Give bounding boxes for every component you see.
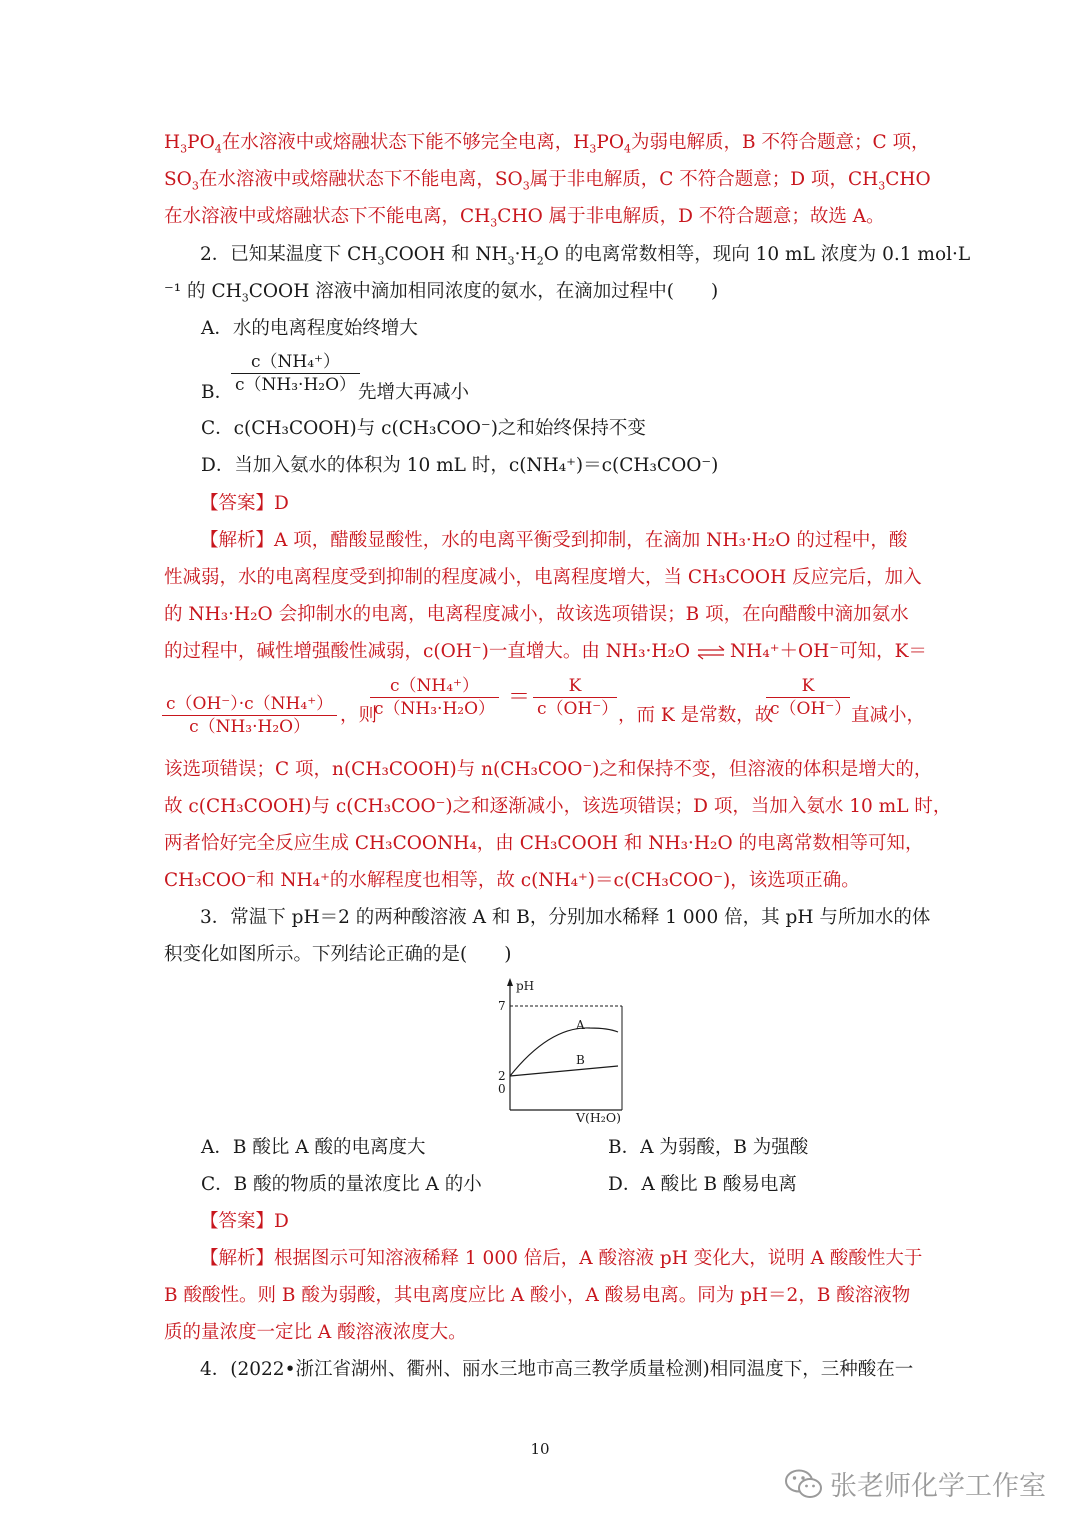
q2-explanation-line-6: 该选项错误；C 项，n(CH₃COOH)与 n(CH₃COO⁻)之和保持不变，但溶液的体积是增大的， xyxy=(164,759,933,780)
fraction-denominator: c（NH₃·H₂O） xyxy=(374,699,496,719)
q2-explanation-line-7: 故 c(CH₃COOH)与 c(CH₃COO⁻)之和逐渐减小，该选项错误；D 项，当加入氨水 10 mL 时， xyxy=(164,796,952,817)
y-tick-2: 2 xyxy=(498,1069,506,1083)
y-axis-arrow-icon xyxy=(507,978,513,986)
q3-option-c: C．B 酸的物质的量浓度比 A 的小 xyxy=(201,1174,482,1195)
y-tick-0: 0 xyxy=(498,1082,506,1096)
ratio-fraction xyxy=(370,676,499,719)
curve-a xyxy=(510,1028,618,1076)
q2-stem-line-2: ⁻¹ 的 $CH_3COOH$ 溶液中滴加相同浓度的氨水，在滴加过程中( ) xyxy=(164,281,719,305)
prev-explanation-line-2: $SO_3$在水溶液中或熔融状态下不能电离，$SO_3$属于非电解质，C 不符合题意；D 项，$CH_3CHO$ xyxy=(164,169,931,193)
watermark-text: 张老师化学工作室 xyxy=(830,1471,1046,1502)
fraction-numerator: K xyxy=(766,676,850,698)
k-over-oh-fraction-2 xyxy=(766,676,850,719)
fraction-numerator: c（NH₄⁺） xyxy=(370,676,499,698)
q2-explanation-line-9: CH₃COO⁻和 NH₄⁺的水解程度也相等，故 c(NH₄⁺)＝c(CH₃COO⁻)，该选项正确。 xyxy=(164,870,860,891)
watermark xyxy=(784,1464,1046,1503)
q2-answer: 【答案】D xyxy=(200,493,289,514)
q2-explanation-line-8: 两者恰好完全反应生成 CH₃COONH₄，由 CH₃COOH 和 NH₃·H₂O 的电离常数相等可知， xyxy=(164,833,924,854)
page-number: 10 xyxy=(530,1440,550,1458)
q3-explanation-line-2: B 酸酸性。则 B 酸为弱酸，其电离度应比 A 酸小，A 酸易电离。同为 pH＝2，B 酸溶液物 xyxy=(164,1285,911,1306)
q3-stem-line-1: 3．常温下 pH＝2 的两种酸溶液 A 和 B，分别加水稀释 1 000 倍，其 pH 与所加水的体 xyxy=(200,907,931,928)
q2-option-b-prefix: B． xyxy=(201,382,234,403)
k-over-oh-fraction xyxy=(533,676,617,719)
q3-explanation-line-3: 质的量浓度一定比 A 酸溶液浓度大。 xyxy=(164,1322,467,1343)
q3-answer: 【答案】D xyxy=(200,1211,289,1232)
q3-option-d: D．A 酸比 B 酸易电离 xyxy=(608,1174,797,1195)
prev-explanation-line-1: $H_3PO_4$在水溶液中或熔融状态下能不够完全电离，$H_3PO_4$为弱电解质，B 不符合题意；C 项， xyxy=(164,132,930,156)
fraction-connector-2: ，而 K 是常数，故 xyxy=(618,705,774,726)
q3-option-b: B．A 为弱酸，B 为强酸 xyxy=(608,1137,809,1158)
q2-explanation-line-4a: 的过程中，碱性增强酸性减弱，c(OH⁻)一直增大。由 NH₃·H₂O xyxy=(164,641,691,662)
q2-stem-line-1: 2．已知某温度下 $CH_3COOH$ 和 $NH_3\cdot H_2O$ 的电离常数相等，现向 10 mL 浓度为 0.1 mol·L xyxy=(200,244,971,268)
fraction-numerator: K xyxy=(533,676,617,698)
wechat-icon xyxy=(784,1467,824,1501)
y-tick-7: 7 xyxy=(498,999,506,1013)
equals-sign: ＝ xyxy=(508,685,531,710)
equilibrium-arrow-icon xyxy=(696,644,726,662)
k-expression-fraction xyxy=(162,694,337,737)
curve-b xyxy=(510,1066,618,1076)
q3-explanation-line-1: 【解析】根据图示可知溶液稀释 1 000 倍后，A 酸溶液 pH 变化大，说明 A 酸酸性大于 xyxy=(200,1248,923,1269)
q2-option-b-suffix: 先增大再减小 xyxy=(358,382,470,403)
ph-dilution-graph xyxy=(490,976,630,1124)
q2-option-a: A．水的电离程度始终增大 xyxy=(201,318,418,339)
fraction-denominator: c（OH⁻） xyxy=(537,699,619,719)
fraction-numerator: c（NH₄⁺） xyxy=(231,352,360,374)
curve-a-label: A xyxy=(576,1018,585,1032)
fraction-connector-3: 直减小， xyxy=(851,705,926,726)
q4-stem-line-1: 4．(2022•浙江省湖州、衢州、丽水三地市高三教学质量检测)相同温度下，三种酸在一 xyxy=(200,1359,914,1380)
q2-option-d: D．当加入氨水的体积为 10 mL 时，c(NH₄⁺)＝c(CH₃COO⁻) xyxy=(201,455,719,476)
fraction-numerator: c（OH⁻）·c（NH₄⁺） xyxy=(162,694,337,716)
q2-option-c: C．c(CH₃COOH)与 c(CH₃COO⁻)之和始终保持不变 xyxy=(201,418,646,439)
q3-stem-line-2: 积变化如图所示。下列结论正确的是( ) xyxy=(164,944,512,965)
fraction-denominator: c（OH⁻） xyxy=(770,699,852,719)
fraction-denominator: c（NH₃·H₂O） xyxy=(189,717,311,737)
y-axis-label: pH xyxy=(516,979,535,993)
prev-explanation-line-3: 在水溶液中或熔融状态下不能电离，$CH_3CHO$ 属于非电解质，D 不符合题意；故选 A。 xyxy=(164,206,885,230)
q2-option-b-fraction xyxy=(231,352,360,395)
q2-explanation-line-2: 性减弱，水的电离程度受到抑制的程度减小，电离程度增大，当 CH₃COOH 反应完后，加入 xyxy=(164,567,922,588)
curve-b-label: B xyxy=(576,1053,585,1067)
x-axis-label: V(H₂O) xyxy=(576,1110,621,1124)
q3-option-a: A．B 酸比 A 酸的电离度大 xyxy=(201,1137,426,1158)
fraction-connector-1: ，则 xyxy=(340,705,378,726)
q2-explanation-line-1: 【解析】A 项，醋酸显酸性，水的电离平衡受到抑制，在滴加 NH₃·H₂O 的过程中，酸 xyxy=(200,530,908,551)
q2-explanation-line-4b: NH₄⁺＋OH⁻可知，K＝ xyxy=(730,641,927,662)
q2-explanation-line-3: 的 NH₃·H₂O 会抑制水的电离，电离程度减小，故该选项错误；B 项，在向醋酸中滴加氨水 xyxy=(164,604,909,625)
fraction-denominator: c（NH₃·H₂O） xyxy=(235,375,357,395)
